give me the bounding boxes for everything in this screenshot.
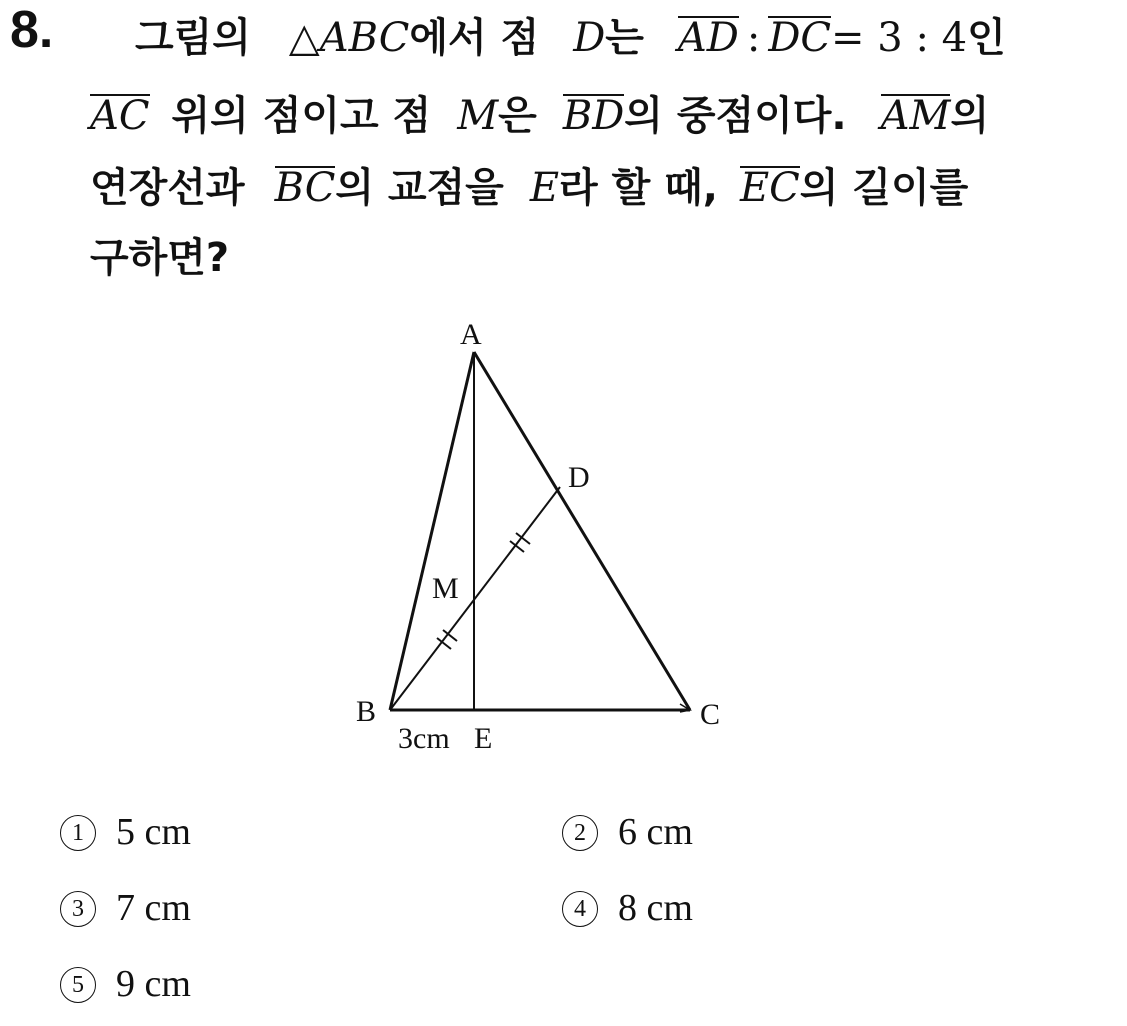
text-segment: 는 xyxy=(605,15,644,61)
colon: : xyxy=(746,15,761,61)
segment-am: AM xyxy=(880,93,951,139)
label-a: A xyxy=(460,318,482,351)
tick-marks-bm xyxy=(437,630,457,649)
text-segment: 연장선과 xyxy=(90,165,245,211)
text-segment: 의 중점이다. xyxy=(624,93,847,139)
text-segment: 라 할 때, xyxy=(559,165,718,211)
text-segment: 의 xyxy=(950,93,990,139)
choice-4-mark: 4 xyxy=(562,891,598,927)
segment-dc: DC xyxy=(768,15,832,61)
choice-5-mark: 5 xyxy=(60,967,96,1003)
question-number: 8. xyxy=(10,1,54,59)
point-d: D xyxy=(573,15,606,61)
point-m: M xyxy=(457,93,499,139)
text-segment: 위의 점이고 점 xyxy=(171,93,432,139)
choice-2[interactable] xyxy=(562,810,693,854)
segment-ec: EC xyxy=(739,165,800,211)
label-be-length: 3cm xyxy=(398,722,450,755)
point-e: E xyxy=(529,165,560,211)
choice-1-value: 5 cm xyxy=(116,811,191,853)
text-segment: 에서 점 xyxy=(409,15,540,61)
text-segment: 구하면? xyxy=(90,235,230,281)
side-ac xyxy=(474,352,690,710)
choice-4-value: 8 cm xyxy=(618,887,693,929)
text-segment: 의 길이를 xyxy=(799,165,969,211)
choice-2-value: 6 cm xyxy=(618,811,693,853)
choice-1[interactable] xyxy=(60,810,191,854)
label-d: D xyxy=(568,461,590,494)
choice-1-mark: 1 xyxy=(60,815,96,851)
text-segment: 인 xyxy=(967,15,1006,61)
ratio-value: = 3 : 4 xyxy=(831,15,968,61)
segment-bd: BD xyxy=(562,93,625,139)
choice-2-mark: 2 xyxy=(562,815,598,851)
choice-5-value: 9 cm xyxy=(116,963,191,1005)
triangle-symbol: △ xyxy=(288,15,320,61)
segment-bc: BC xyxy=(274,165,336,211)
text-segment: 은 xyxy=(498,93,537,139)
label-e: E xyxy=(474,722,493,755)
label-b: B xyxy=(356,695,377,728)
label-m: M xyxy=(432,572,459,605)
label-c: C xyxy=(700,698,721,731)
triangle-abc: ABC xyxy=(319,15,410,61)
choice-4[interactable] xyxy=(562,886,693,930)
choice-3-value: 7 cm xyxy=(116,887,191,929)
choice-3[interactable] xyxy=(60,886,191,930)
text-segment: 의 교점을 xyxy=(335,165,504,211)
segment-ad: AD xyxy=(677,15,739,61)
choice-3-mark: 3 xyxy=(60,891,96,927)
choice-5[interactable] xyxy=(60,962,191,1006)
text-segment: 그림의 xyxy=(135,15,251,61)
segment-ac: AC xyxy=(90,93,150,139)
